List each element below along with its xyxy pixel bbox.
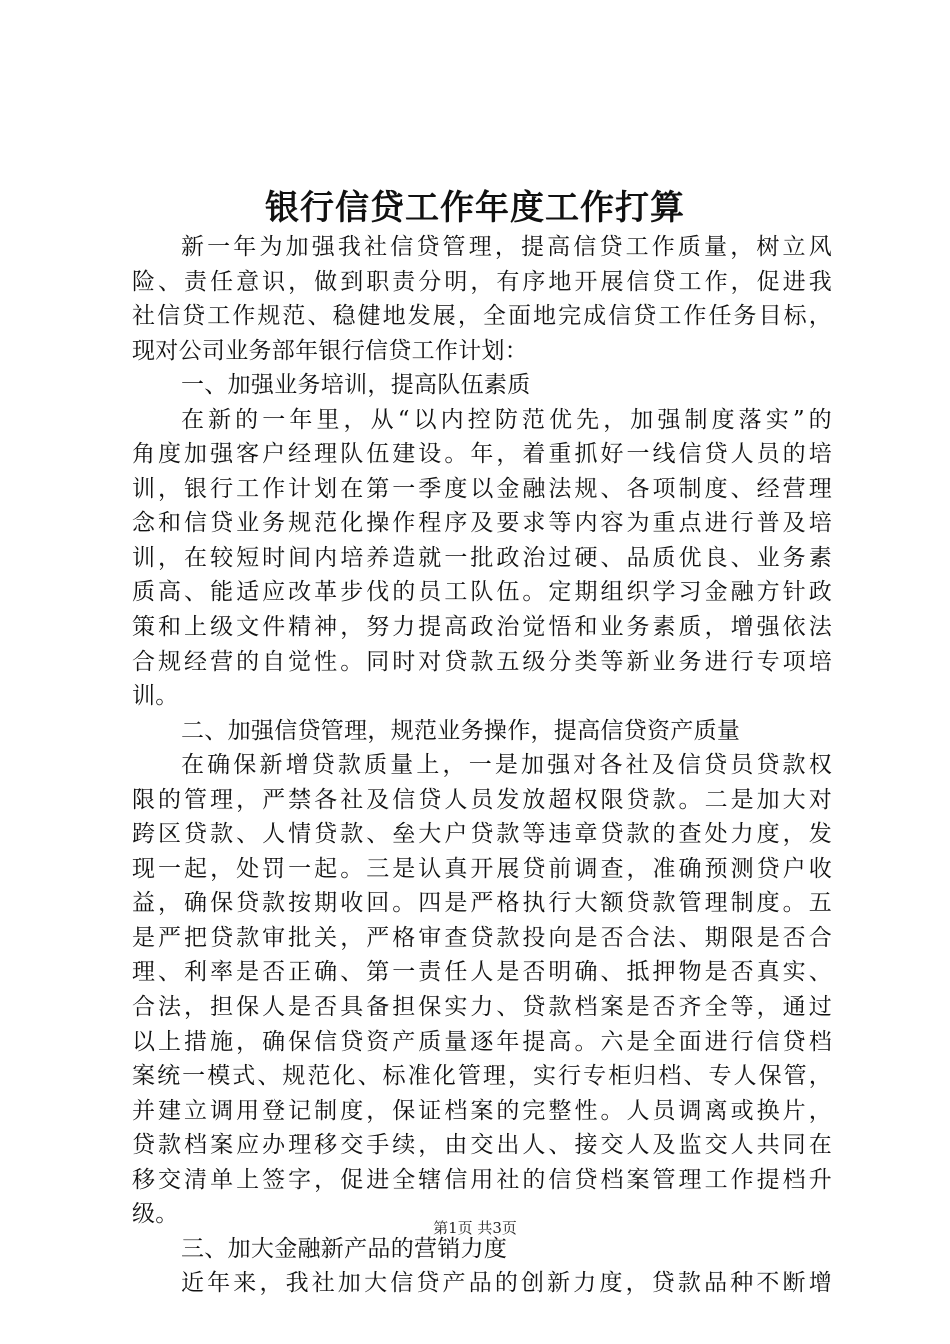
body-line: 训，银行工作计划在第一季度以金融法规、各项制度、经营理 xyxy=(132,475,832,502)
body-line: 策和上级文件精神，努力提高政治觉悟和业务素质，增强依法 xyxy=(132,614,832,641)
body-line: 级。 xyxy=(132,1201,179,1228)
body-line: 合规经营的自觉性。同时对贷款五级分类等新业务进行专项培 xyxy=(132,648,832,675)
body-line: 现一起，处罚一起。三是认真开展贷前调查，准确预测贷户收 xyxy=(132,855,832,882)
body-line: 三、加大金融新产品的营销力度 xyxy=(181,1235,508,1262)
body-line: 现对公司业务部年银行信贷工作计划： xyxy=(132,337,529,364)
body-line: 质高、能适应改革步伐的员工队伍。定期组织学习金融方针政 xyxy=(132,579,832,606)
body-line: 是严把贷款审批关，严格审查贷款投向是否合法、期限是否合 xyxy=(132,924,832,951)
body-line: 理、利率是否正确、第一责任人是否明确、抵押物是否真实、 xyxy=(132,959,832,986)
body-line: 限的管理，严禁各社及信贷人员发放超权限贷款。二是加大对 xyxy=(132,786,832,813)
body-line: 在新的一年里，从“以内控防范优先，加强制度落实”的 xyxy=(181,406,832,433)
body-line: 近年来，我社加大信贷产品的创新力度，贷款品种不断增 xyxy=(181,1270,832,1297)
body-line: 念和信贷业务规范化操作程序及要求等内容为重点进行普及培 xyxy=(132,510,832,537)
body-line: 跨区贷款、人情贷款、垒大户贷款等违章贷款的查处力度，发 xyxy=(132,821,832,848)
body-line: 一、加强业务培训，提高队伍素质 xyxy=(181,372,531,399)
body-line: 合法，担保人是否具备担保实力、贷款档案是否齐全等，通过 xyxy=(132,994,832,1021)
body-line: 并建立调用登记制度，保证档案的完整性。人员调离或换片， xyxy=(132,1097,832,1124)
page-footer: 第1页 共3页 xyxy=(433,1219,517,1237)
body-line: 训，在较短时间内培养造就一批政治过硬、品质优良、业务素 xyxy=(132,544,832,571)
body-line: 训。 xyxy=(132,683,179,710)
body-line: 案统一模式、规范化、标准化管理，实行专柜归档、专人保管， xyxy=(132,1063,832,1090)
document-title: 银行信贷工作年度工作打算 xyxy=(265,188,685,228)
body-line: 在确保新增贷款质量上，一是加强对各社及信贷员贷款权 xyxy=(181,752,832,779)
body-line: 移交清单上签字，促进全辖信用社的信贷档案管理工作提档升 xyxy=(132,1166,832,1193)
body-line: 以上措施，确保信贷资产质量逐年提高。六是全面进行信贷档 xyxy=(132,1028,832,1055)
body-line: 社信贷工作规范、稳健地发展，全面地完成信贷工作任务目标， xyxy=(132,303,832,330)
body-line: 益，确保贷款按期收回。四是严格执行大额贷款管理制度。五 xyxy=(132,890,832,917)
body-line: 险、责任意识，做到职责分明，有序地开展信贷工作，促进我 xyxy=(132,268,832,295)
body-line: 二、加强信贷管理，规范业务操作，提高信贷资产质量 xyxy=(181,717,741,744)
body-line: 角度加强客户经理队伍建设。年，着重抓好一线信贷人员的培 xyxy=(132,441,832,468)
document-body xyxy=(132,230,832,1301)
body-line: 贷款档案应办理移交手续，由交出人、接交人及监交人共同在 xyxy=(132,1132,832,1159)
body-line: 新一年为加强我社信贷管理，提高信贷工作质量，树立风 xyxy=(181,234,832,260)
